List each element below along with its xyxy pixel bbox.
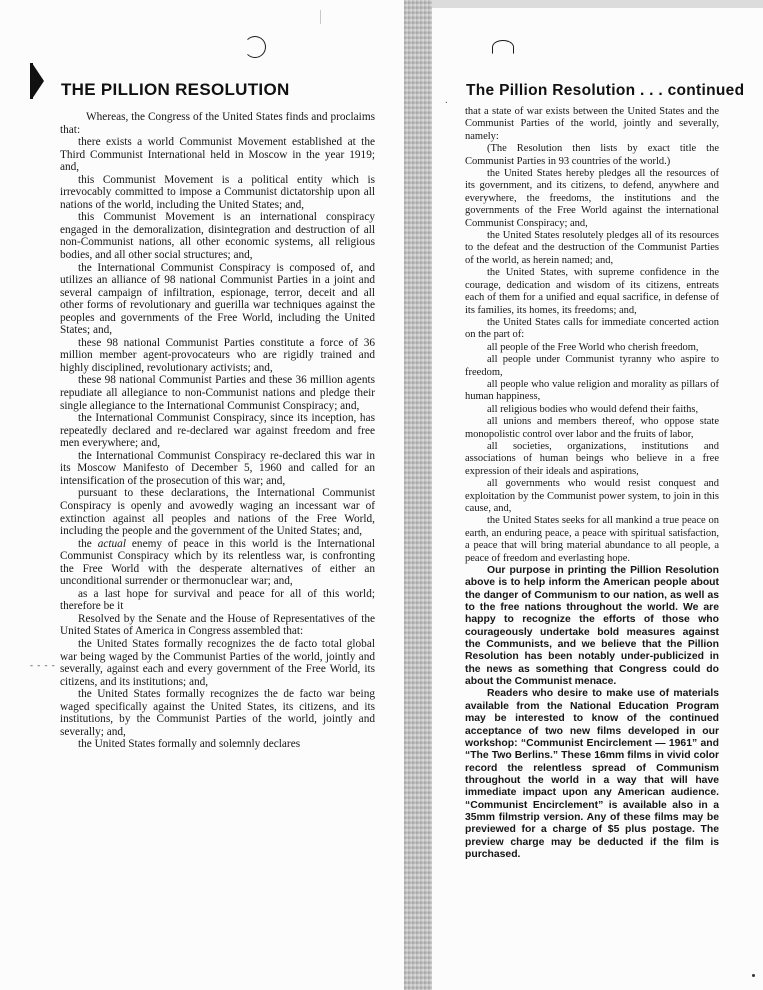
section-tab-marker-icon: [32, 63, 44, 99]
emphasis-word: actual: [97, 537, 126, 550]
paragraph: the United States formally and solemnly declares: [78, 738, 301, 751]
paragraph: pursuant to these declarations, the International Communist Conspiracy is openly and avowedly waging an incessant war of extinction against all peoples and nations of the Free World, including the people and the government of the United States; and,: [60, 487, 375, 538]
paragraph-rest: enemy of peace in this world is the International Communist Conspiracy which by its relentless war, is confronting the Free World with the desperate alternatives of either an unconditional surrender or thermonuclear war; and,: [60, 537, 375, 588]
films-note: Readers who desire to make use of materials available from the National Education Program may be interested to know of the continued acceptance of two new films developed in our workshop: “Communist Encirclement — 1961” and “The Two Berlins.” These 16mm films in vivid color record the relentless spread of Communism throughout the world in a way that will have immediate impact upon any American audience. “Communist Encirclement” is available also in a 35mm filmstrip version. Any of these films may be previewed for a charge of $5 plus postage. The preview charge may be deducted if the film is purchased.: [465, 688, 719, 860]
list-item: all unions and members thereof, who oppose state monopolistic control over labor and the fruits of labor,: [465, 416, 719, 440]
paragraph: the United States calls for immediate concerted action on the part of:: [465, 316, 719, 341]
paragraph: the International Communist Conspiracy is composed of, and utilizes an alliance of 98 national Communist Parties in a joint and several campaign of infiltration, espionage, terror, deceit and all other forms of revolutionary and guerilla war techniques against the peoples and governments of the Free World, including the United States; and,: [60, 261, 375, 337]
paragraph: this Communist Movement is a political entity which is irrevocably committed to impose a Communist dictatorship upon all nations of the world, including the United States; and,: [60, 173, 375, 211]
right-page-title: The Pillion Resolution . . . continued: [466, 82, 745, 99]
paragraph: that a state of war exists between the United States and the Communist Parties of the world, jointly and severally, namely:: [465, 106, 719, 142]
paragraph: the United States, with supreme confidence in the courage, dedication and wisdom of its citizens, entreats each of them for a unified and equal sacrifice, in defense of its families, its homes, its freedoms; and,: [465, 267, 719, 316]
binding-gutter: [404, 0, 432, 990]
paragraph: there exists a world Communist Movement established at the Third Communist International held in Moscow in the year 1919; and,: [60, 136, 375, 174]
editorial-note: Our purpose in printing the Pillion Resolution above is to help inform the American people about the danger of Communism to our nation, as well as to the free nations throughout the world. We are happy to recognize the efforts of those who courageously undertake bold measures against the Communists, and we believe that the Pillion Resolution has been notably under-publicized in the news as something that Congress could do about the Communist menace.: [465, 565, 719, 688]
paragraph: the United States formally recognizes the de facto war being waged specifically against the United States, its citizens, and its institutions, by the Communist Parties of the world, jointly and severally; and,: [60, 688, 375, 738]
corner-dot: [752, 974, 755, 977]
paragraph: the United States formally recognizes the de facto total global war being waged by the Communist Parties of the world, jointly and severally, against each and every government of the Free World, its citizens, and its institutions; and,: [60, 637, 375, 688]
list-item: all societies, organizations, institutions and associations of human beings who believe in a free expression of their ideals and aspirations,: [465, 440, 719, 477]
paragraph: the United States seeks for all mankind a true peace on earth, an enduring peace, a peace with spiritual satisfaction, a peace that will bring material abundance to all people, a peace of freedom and everlasting hope.: [465, 515, 719, 564]
list-item: all people who value religion and morality as pillars of human happiness,: [465, 378, 719, 403]
margin-dash: - - - -: [30, 660, 56, 670]
paragraph: this Communist Movement is an international conspiracy engaged in the demoralization, disintegration and destruction of all non-Communist nations, all other economic systems, all religious bodies, and all other social structures; and,: [60, 211, 375, 262]
binder-hole-left-icon: [244, 36, 266, 58]
paragraph: the International Communist Conspiracy re-declared this war in its Moscow Manifesto of December 5, 1960 and called for an intensification of the prosecution of this war; and,: [60, 449, 375, 487]
list-item: all people of the Free World who cherish freedom,: [487, 341, 699, 353]
paragraph: these 98 national Communist Parties and these 36 million agents repudiate all allegiance to non-Communist nations and pledge their single allegiance to the International Communist Conspiracy; and,: [60, 374, 375, 412]
right-resolution-text: [465, 106, 719, 861]
paragraph: the United States hereby pledges all the resources of its government, and its citizens, to defend, anywhere and everywhere, the freedoms, the institutions and the governments of the Free World against the international Communist Conspiracy; and,: [465, 168, 719, 229]
list-item: all people under Communist tyranny who aspire to freedom,: [465, 354, 719, 378]
paragraph: the International Communist Conspiracy, since its inception, has repeatedly declared and re-declared war against freedom and free men everywhere; and,: [60, 412, 375, 450]
paragraph-lead: the: [78, 537, 98, 550]
paragraph: Whereas, the Congress of the United States finds and proclaims that:: [60, 111, 375, 136]
fold-mark: [320, 10, 321, 24]
binder-hole-right-icon: [492, 40, 514, 54]
paragraph: these 98 national Communist Parties constitute a force of 36 million member agent-provocateurs who are rigidly trained and highly disciplined, revolutionary activists; and,: [60, 336, 375, 374]
list-item: all religious bodies who would defend their faiths,: [487, 403, 699, 415]
margin-dot: .: [445, 94, 448, 106]
paragraph: the United States resolutely pledges all of its resources to the defeat and the destruction of the Communist Parties of the world, as herein named; and,: [465, 230, 719, 266]
paragraph: as a last hope for survival and peace for all of this world; therefore be it: [60, 587, 375, 613]
scan-top-edge: [432, 0, 763, 8]
actual-enemy-paragraph: [60, 538, 375, 588]
paragraph: (The Resolution then lists by exact title the Communist Parties in 93 countries of the world.): [465, 143, 719, 167]
left-page-title: THE PILLION RESOLUTION: [61, 80, 290, 99]
resolved-paragraph: Resolved by the Senate and the House of Representatives of the United States of America in Congress assembled that:: [60, 612, 375, 638]
left-resolution-text: [60, 111, 375, 751]
list-item: all governments who would resist conquest and exploitation by the Communist power system, to join in this cause, and,: [465, 478, 719, 514]
